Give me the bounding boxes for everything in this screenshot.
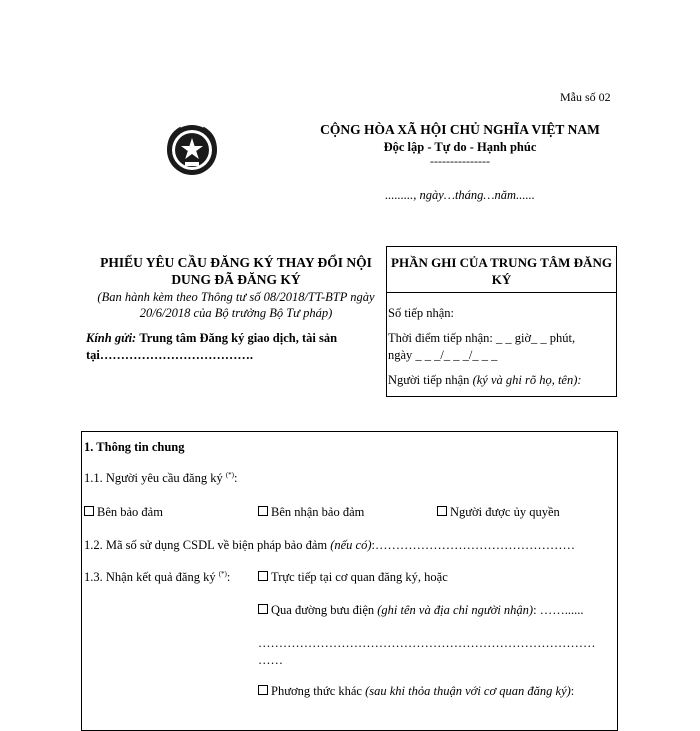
- option-authorized-person[interactable]: [437, 505, 560, 520]
- addressee-label: Kính gửi:: [86, 331, 137, 345]
- addressee: [86, 330, 386, 364]
- required-mark: (*): [225, 471, 234, 479]
- recipient-dots-line: ………………………………………………………………………: [258, 636, 596, 650]
- option-label: Bên bảo đảm: [97, 505, 163, 519]
- form-issued-by: (Ban hành kèm theo Thông tư số 08/2018/TT-BTP ngày 20/6/2018 của Bộ trưởng Bộ Tư pháp): [97, 290, 375, 320]
- checkbox[interactable]: [258, 571, 268, 581]
- question-1-1-label: 1.1. Người yêu cầu đăng ký: [84, 471, 223, 486]
- receiver-label: Người tiếp nhận: [388, 373, 470, 387]
- option-other-suffix: :: [570, 684, 575, 698]
- question-1-3-suffix: :: [226, 570, 231, 585]
- checkbox[interactable]: [437, 506, 447, 516]
- required-mark: (*): [218, 570, 227, 578]
- recipient-dots-short: ……: [258, 653, 283, 667]
- checkbox[interactable]: [258, 506, 268, 516]
- option-other-hint: (sau khi thỏa thuận với cơ quan đăng ký): [365, 684, 571, 698]
- addressee-value: Trung tâm Đăng ký giao dịch, tài sản tại……………………………….: [86, 331, 338, 362]
- option-other[interactable]: [258, 684, 574, 699]
- receipt-time-label: Thời điểm tiếp nhận: _ _ giờ_ _ phút,: [388, 331, 576, 345]
- question-1-3-label: 1.3. Nhận kết quả đăng ký: [84, 570, 216, 585]
- nation-title: CỘNG HÒA XÃ HỘI CHỦ NGHĨA VIỆT NAM: [320, 122, 600, 137]
- section-1-heading: 1. Thông tin chung: [84, 440, 185, 454]
- question-1-2: [84, 538, 575, 553]
- header-separator: ---------------: [430, 154, 490, 168]
- option-direct[interactable]: [258, 570, 448, 585]
- option-post[interactable]: [258, 603, 583, 618]
- option-label: Bên nhận bảo đảm: [271, 505, 365, 519]
- question-1-2-dots: :…………………………………………: [371, 538, 575, 552]
- checkbox[interactable]: [258, 685, 268, 695]
- registration-box-divider: [387, 292, 616, 293]
- receipt-date: ngày _ _ _/_ _ _/_ _ _: [388, 348, 498, 362]
- option-label: Người được ủy quyền: [450, 505, 560, 519]
- form-code: Mẫu số 02: [560, 90, 611, 104]
- option-post-dots: : ……......: [533, 603, 584, 617]
- checkbox[interactable]: [258, 604, 268, 614]
- national-emblem-icon: [163, 122, 221, 178]
- question-1-1: [84, 471, 237, 486]
- form-title: PHIẾU YÊU CẦU ĐĂNG KÝ THAY ĐỔI NỘI DUNG ĐÃ ĐĂNG KÝ: [100, 255, 372, 287]
- nation-motto: Độc lập - Tự do - Hạnh phúc: [383, 140, 537, 154]
- receipt-time: [388, 330, 575, 347]
- question-1-2-hint: (nếu có): [330, 538, 372, 552]
- option-label: Phương thức khác: [271, 684, 362, 698]
- receiver: [388, 372, 582, 389]
- question-1-1-suffix: :: [234, 471, 238, 486]
- general-info-box: [81, 431, 618, 731]
- receiver-hint: (ký và ghi rõ họ, tên):: [472, 373, 582, 387]
- option-label: Trực tiếp tại cơ quan đăng ký, hoặc: [271, 570, 448, 584]
- option-secured-recipient[interactable]: [258, 505, 364, 520]
- option-secured-party[interactable]: [84, 505, 163, 520]
- registration-box: [386, 246, 617, 397]
- checkbox[interactable]: [84, 506, 94, 516]
- option-post-hint: (ghi tên và địa chỉ người nhận): [377, 603, 534, 617]
- option-label: Qua đường bưu điện: [271, 603, 375, 617]
- question-1-3: [84, 570, 230, 585]
- question-1-2-label: 1.2. Mã số sử dụng CSDL về biện pháp bảo đảm: [84, 538, 328, 552]
- receipt-number: Số tiếp nhận:: [388, 306, 454, 320]
- date-line: ........., ngày…tháng…năm......: [385, 188, 535, 202]
- registration-box-title: PHẦN GHI CỦA TRUNG TÂM ĐĂNG KÝ: [391, 255, 612, 287]
